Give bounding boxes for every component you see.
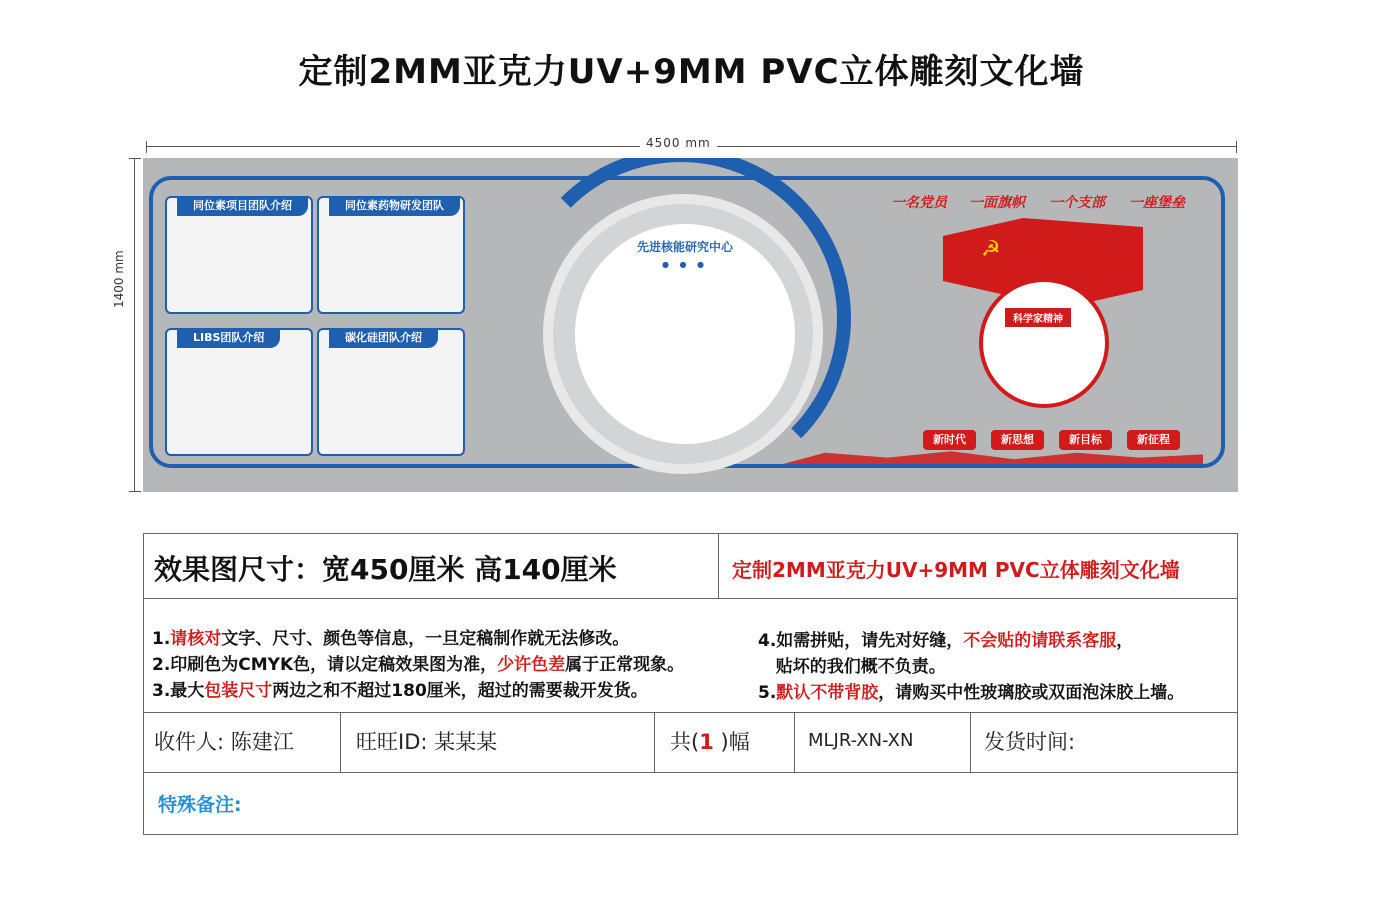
card-heading: 同位素药物研发团队 xyxy=(329,196,460,216)
slogan-2: 一面旗帜 xyxy=(969,195,1025,211)
slogan-4: 一座堡垒 xyxy=(1129,195,1185,211)
team-card-isotope xyxy=(165,196,313,314)
team-card-drug xyxy=(317,196,465,314)
pill-new-thought: 新思想 xyxy=(991,430,1044,450)
table-divider xyxy=(654,712,655,772)
team-card-sic xyxy=(317,328,465,456)
note-1: 1.请核对文字、尺寸、颜色等信息，一旦定稿制作就无法修改。 xyxy=(152,629,630,649)
width-dimension-label: 4500 mm xyxy=(640,136,717,150)
culture-wall-preview xyxy=(143,158,1238,492)
slogan-3: 一个支部 xyxy=(1049,195,1105,211)
table-divider xyxy=(718,534,719,598)
center-title: 先进核能研究中心 xyxy=(636,240,733,254)
table-divider xyxy=(340,712,341,772)
team-card-libs xyxy=(165,328,313,456)
height-dimension-line xyxy=(134,158,135,492)
card-heading: 碳化硅团队介绍 xyxy=(329,328,438,348)
science-title: 科学家精神 xyxy=(1005,308,1071,327)
table-divider xyxy=(144,712,1237,713)
table-divider xyxy=(970,712,971,772)
recipient-field: 收件人: 陈建江 xyxy=(154,730,294,754)
table-divider xyxy=(794,712,795,772)
note-5: 5.默认不带背胶，请购买中性玻璃胶或双面泡沫胶上墙。 xyxy=(758,683,1185,703)
count-field: 共(1 )幅 xyxy=(670,730,750,754)
wangwang-id-field: 旺旺ID: 某某某 xyxy=(356,730,498,754)
special-remark-label: 特殊备注: xyxy=(158,794,242,816)
note-3: 3.最大包装尺寸两边之和不超过180厘米，超过的需要裁开发货。 xyxy=(152,681,648,701)
center-circle xyxy=(575,224,795,444)
ship-time-field: 发货时间: xyxy=(984,730,1076,754)
order-info-table xyxy=(143,533,1238,835)
hammer-sickle-icon: ☭ xyxy=(981,237,1001,262)
card-body-text xyxy=(327,224,455,304)
pill-new-era: 新时代 xyxy=(923,430,976,450)
table-divider xyxy=(144,598,1237,599)
pill-new-goal: 新目标 xyxy=(1059,430,1112,450)
page-title: 定制2MM亚克力UV+9MM PVC立体雕刻文化墙 xyxy=(298,52,1085,92)
height-dimension-label: 1400 mm xyxy=(112,246,126,312)
note-2: 2.印刷色为CMYK色，请以定稿效果图为准，少许色差属于正常现象。 xyxy=(152,655,685,675)
card-body-text xyxy=(175,224,303,304)
card-body-text xyxy=(327,356,455,446)
note-4: 4.如需拼贴，请先对好缝，不会贴的请联系客服， xyxy=(758,631,1134,651)
card-heading: 同位素项目团队介绍 xyxy=(177,196,308,216)
note-4-cont: 贴坏的我们概不负责。 xyxy=(758,657,946,677)
pill-new-journey: 新征程 xyxy=(1127,430,1180,450)
effect-size-label: 效果图尺寸：宽450厘米 高140厘米 xyxy=(154,553,617,586)
card-body-text xyxy=(175,356,303,446)
card-heading: LIBS团队介绍 xyxy=(177,328,280,348)
slogan-1: 一名党员 xyxy=(891,195,947,211)
science-spirit-circle xyxy=(979,278,1109,408)
product-code: MLJR-XN-XN xyxy=(808,730,914,751)
table-divider xyxy=(144,772,1237,773)
product-spec-label: 定制2MM亚克力UV+9MM PVC立体雕刻文化墙 xyxy=(732,558,1180,582)
center-dots: ● ● ● xyxy=(661,260,709,269)
